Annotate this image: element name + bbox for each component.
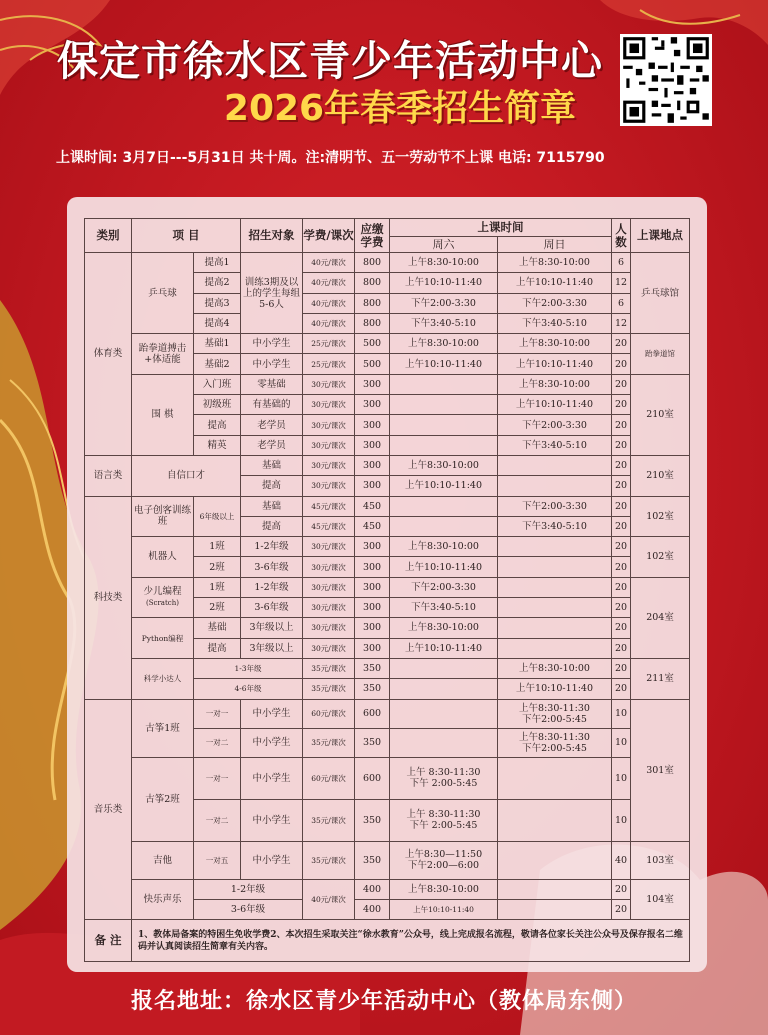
count-cell: 20: [612, 516, 631, 536]
count-cell: 20: [612, 496, 631, 516]
qr-code[interactable]: [620, 34, 712, 126]
sunday-time-cell: [498, 618, 612, 638]
header-target: 招生对象: [241, 219, 303, 253]
tuition-cell: 45元/课次: [303, 516, 355, 536]
target-cell: 1-2年级: [241, 537, 303, 557]
level-cell: 基础: [194, 618, 241, 638]
target-cell: 老学员: [241, 435, 303, 455]
sunday-time-cell: 上午10:10-11:40: [498, 679, 612, 699]
project-scratch-label: 少儿编程: [143, 586, 182, 598]
count-cell: 10: [612, 757, 631, 799]
count-cell: 20: [612, 879, 631, 899]
location-cell: 301室: [631, 699, 690, 841]
count-cell: 20: [612, 476, 631, 496]
saturday-time-cell: 上午8:30-10:00: [390, 253, 498, 273]
count-cell: 20: [612, 638, 631, 658]
fee-cell: 450: [355, 496, 390, 516]
location-cell: 乒乓球馆: [631, 253, 690, 334]
target-cell: 4-6年级: [194, 679, 303, 699]
target-cell: 有基础的: [241, 395, 303, 415]
saturday-time-cell: 下午3:40-5:10: [390, 313, 498, 333]
project-guitar: 吉他: [132, 841, 194, 879]
level-cell: 初级班: [194, 395, 241, 415]
count-cell: 20: [612, 415, 631, 435]
sunday-time-cell: 下午2:00-3:30: [498, 415, 612, 435]
saturday-time-cell: 上午10:10-11:40: [390, 557, 498, 577]
time-line: 下午2:00-5:45: [522, 742, 587, 754]
count-cell: 20: [612, 354, 631, 374]
type-cell: 一对一: [194, 699, 241, 728]
fee-cell: 300: [355, 557, 390, 577]
project-pingpong: 乒乓球: [132, 253, 194, 334]
tuition-cell: 40元/课次: [303, 273, 355, 293]
level-cell: 1班: [194, 537, 241, 557]
target-cell: 3年级以上: [241, 618, 303, 638]
saturday-time-cell: 上午10:10-11:40: [390, 354, 498, 374]
sunday-time-cell: [498, 577, 612, 597]
tuition-cell: 30元/课次: [303, 577, 355, 597]
fee-cell: 800: [355, 313, 390, 333]
location-cell: 跆拳道馆: [631, 334, 690, 375]
count-cell: 6: [612, 293, 631, 313]
tuition-cell: 25元/课次: [303, 334, 355, 354]
fee-cell: 350: [355, 728, 390, 757]
type-cell: 一对二: [194, 799, 241, 841]
sunday-time-cell: [498, 598, 612, 618]
sunday-time-cell: 下午2:00-3:30: [498, 496, 612, 516]
target-cell: 中小学生: [241, 799, 303, 841]
sunday-time-cell: [498, 699, 612, 728]
saturday-time-cell: [390, 415, 498, 435]
location-cell: 102室: [631, 537, 690, 578]
header-sunday: 周日: [498, 237, 612, 253]
count-cell: 20: [612, 455, 631, 475]
tuition-cell: 45元/课次: [303, 496, 355, 516]
level-cell: 提高: [194, 638, 241, 658]
tuition-cell: 30元/课次: [303, 537, 355, 557]
count-cell: 10: [612, 728, 631, 757]
target-cell: 1-2年级: [241, 577, 303, 597]
saturday-time-cell: [390, 395, 498, 415]
count-cell: 20: [612, 374, 631, 394]
target-cell: 中小学生: [241, 757, 303, 799]
tuition-cell: 30元/课次: [303, 638, 355, 658]
header-fee: 应缴学费: [355, 219, 390, 253]
target-cell: 中小学生: [241, 699, 303, 728]
target-cell: 提高: [241, 476, 303, 496]
level-cell: 提高3: [194, 293, 241, 313]
fee-cell: 300: [355, 374, 390, 394]
fee-cell: 450: [355, 516, 390, 536]
count-cell: 20: [612, 679, 631, 699]
grade-cell: 6年级以上: [194, 496, 241, 537]
tuition-cell: 30元/课次: [303, 415, 355, 435]
count-cell: 10: [612, 799, 631, 841]
project-maker: 电子创客训练班: [132, 496, 194, 537]
count-cell: 20: [612, 577, 631, 597]
count-cell: 20: [612, 334, 631, 354]
sunday-time-cell: [498, 455, 612, 475]
saturday-time-cell: [390, 658, 498, 678]
saturday-time-cell: 上午10:10-11:40: [390, 638, 498, 658]
header-location: 上课地点: [631, 219, 690, 253]
saturday-time-cell: [390, 435, 498, 455]
type-cell: 一对二: [194, 728, 241, 757]
count-cell: 12: [612, 273, 631, 293]
fee-cell: 350: [355, 841, 390, 879]
project-taekwondo: 跆拳道搏击+体适能: [132, 334, 194, 375]
fee-cell: 300: [355, 537, 390, 557]
type-cell: 一对一: [194, 757, 241, 799]
class-info-line: 上课时间: 3月7日---5月31日 共十周。注:清明节、五一劳动节不上课 电话: 7115790: [56, 150, 605, 166]
target-cell: 老学员: [241, 415, 303, 435]
type-cell: 一对五: [194, 841, 241, 879]
sunday-time-cell: 上午10:10-11:40: [498, 354, 612, 374]
sunday-time-cell: 下午2:00-3:30: [498, 293, 612, 313]
fee-cell: 400: [355, 899, 390, 919]
count-cell: 20: [612, 557, 631, 577]
tuition-cell: 35元/课次: [303, 728, 355, 757]
count-cell: 20: [612, 899, 631, 919]
project-guzheng-2: 古筝2班: [132, 757, 194, 841]
signup-address: 报名地址：徐水区青少年活动中心（教体局东侧）: [130, 989, 637, 1014]
sunday-time-cell: [498, 841, 612, 879]
saturday-time-cell: [390, 757, 498, 799]
sunday-time-cell: [498, 899, 612, 919]
sunday-time-cell: [498, 638, 612, 658]
level-cell: 基础1: [194, 334, 241, 354]
location-cell: 210室: [631, 374, 690, 455]
location-cell: 104室: [631, 879, 690, 920]
fee-cell: 300: [355, 638, 390, 658]
sunday-time-cell: 下午3:40-5:10: [498, 516, 612, 536]
saturday-time-cell: [390, 374, 498, 394]
target-cell: 中小学生: [241, 841, 303, 879]
count-cell: 6: [612, 253, 631, 273]
tuition-cell: 60元/课次: [303, 699, 355, 728]
schedule-table: [84, 218, 690, 962]
target-cell: 1-3年级: [194, 658, 303, 678]
sunday-time-cell: [498, 537, 612, 557]
fee-cell: 800: [355, 253, 390, 273]
count-cell: 20: [612, 658, 631, 678]
target-cell: 中小学生: [241, 354, 303, 374]
project-python: Python编程: [132, 618, 194, 659]
tuition-cell: 60元/课次: [303, 757, 355, 799]
category-music: 音乐类: [85, 699, 132, 920]
tuition-cell: 30元/课次: [303, 476, 355, 496]
fee-cell: 500: [355, 354, 390, 374]
fee-cell: 600: [355, 699, 390, 728]
target-cell: 训练3期及以上的学生每组5-6人: [241, 253, 303, 334]
level-cell: 1班: [194, 577, 241, 597]
header-saturday: 周六: [390, 237, 498, 253]
tuition-cell: 25元/课次: [303, 354, 355, 374]
saturday-time-cell: 上午8:30-10:00: [390, 879, 498, 899]
count-cell: 40: [612, 841, 631, 879]
time-line: 上午8:30—11:50: [404, 849, 483, 861]
header-project: 项 目: [132, 219, 241, 253]
level-cell: 2班: [194, 557, 241, 577]
fee-cell: 300: [355, 476, 390, 496]
fee-cell: 300: [355, 598, 390, 618]
tuition-cell: 40元/课次: [303, 879, 355, 920]
location-cell: 103室: [631, 841, 690, 879]
saturday-time-cell: 上午8:30-10:00: [390, 455, 498, 475]
saturday-time-cell: 下午3:40-5:10: [390, 598, 498, 618]
fee-cell: 350: [355, 799, 390, 841]
tuition-cell: 30元/课次: [303, 374, 355, 394]
tuition-cell: 35元/课次: [303, 799, 355, 841]
count-cell: 20: [612, 618, 631, 638]
time-line: 下午2:00-5:45: [522, 713, 587, 725]
project-guzheng-1: 古筝1班: [132, 699, 194, 757]
time-line: 上午8:30-11:30: [519, 702, 590, 714]
sunday-time-cell: 上午8:30-10:00: [498, 334, 612, 354]
category-language: 语言类: [85, 455, 132, 496]
tuition-cell: 40元/课次: [303, 253, 355, 273]
sunday-time-cell: 下午3:40-5:10: [498, 435, 612, 455]
level-cell: 入门班: [194, 374, 241, 394]
fee-cell: 300: [355, 415, 390, 435]
project-science: 科学小达人: [132, 658, 194, 699]
saturday-time-cell: 上午8:30-10:00: [390, 537, 498, 557]
sunday-time-cell: [498, 879, 612, 899]
target-cell: 基础: [241, 455, 303, 475]
fee-cell: 350: [355, 658, 390, 678]
title-main: 保定市徐水区青少年活动中心: [57, 37, 603, 85]
project-scratch-sub: (Scratch): [146, 599, 179, 608]
level-cell: 提高1: [194, 253, 241, 273]
category-technology: 科技类: [85, 496, 132, 699]
time-line: 上午8:30-11:30: [519, 731, 590, 743]
fee-cell: 300: [355, 455, 390, 475]
level-cell: 提高2: [194, 273, 241, 293]
header-tuition: 学费/课次: [303, 219, 355, 253]
project-eloquence: 自信口才: [132, 455, 241, 496]
target-cell: 3-6年级: [194, 899, 303, 919]
sunday-time-cell: [498, 557, 612, 577]
count-cell: 10: [612, 699, 631, 728]
tuition-cell: 40元/课次: [303, 293, 355, 313]
count-cell: 20: [612, 537, 631, 557]
sunday-time-cell: 上午10:10-11:40: [498, 395, 612, 415]
sunday-time-cell: [498, 757, 612, 799]
tuition-cell: 30元/课次: [303, 557, 355, 577]
tuition-cell: 40元/课次: [303, 313, 355, 333]
saturday-time-cell: 下午2:00-3:30: [390, 293, 498, 313]
fee-cell: 500: [355, 334, 390, 354]
level-cell: 基础2: [194, 354, 241, 374]
category-sports: 体育类: [85, 253, 132, 456]
target-cell: 中小学生: [241, 334, 303, 354]
fee-cell: 600: [355, 757, 390, 799]
tuition-cell: 30元/课次: [303, 598, 355, 618]
fee-cell: 300: [355, 577, 390, 597]
location-cell: 211室: [631, 658, 690, 699]
target-cell: 1-2年级: [194, 879, 303, 899]
saturday-time-cell: [390, 841, 498, 879]
tuition-cell: 30元/课次: [303, 455, 355, 475]
location-cell: 204室: [631, 577, 690, 658]
target-cell: 提高: [241, 516, 303, 536]
saturday-time-cell: [390, 496, 498, 516]
project-vocal: 快乐声乐: [132, 879, 194, 920]
fee-cell: 800: [355, 273, 390, 293]
saturday-time-cell: 上午10:10-11:40: [390, 273, 498, 293]
sunday-time-cell: [498, 476, 612, 496]
count-cell: 20: [612, 435, 631, 455]
target-cell: 零基础: [241, 374, 303, 394]
sunday-time-cell: 上午8:30-10:00: [498, 253, 612, 273]
tuition-cell: 35元/课次: [303, 658, 355, 678]
sunday-time-cell: [498, 799, 612, 841]
header-category: 类别: [85, 219, 132, 253]
fee-cell: 300: [355, 618, 390, 638]
fee-cell: 300: [355, 435, 390, 455]
remark-label: 备 注: [85, 920, 132, 962]
saturday-time-cell: 下午2:00-3:30: [390, 577, 498, 597]
level-cell: 2班: [194, 598, 241, 618]
project-go: 围 棋: [132, 374, 194, 455]
target-cell: 3-6年级: [241, 557, 303, 577]
count-cell: 12: [612, 313, 631, 333]
target-cell: 3年级以上: [241, 638, 303, 658]
level-cell: 提高: [194, 415, 241, 435]
tuition-cell: 35元/课次: [303, 841, 355, 879]
location-cell: 102室: [631, 496, 690, 537]
fee-cell: 400: [355, 879, 390, 899]
saturday-time-cell: 上午8:30-10:00: [390, 618, 498, 638]
saturday-time-cell: 上午8:30-10:00: [390, 334, 498, 354]
fee-cell: 300: [355, 395, 390, 415]
project-scratch: [132, 577, 194, 618]
project-robot: 机器人: [132, 537, 194, 578]
time-line: 上午 8:30-11:30: [406, 767, 481, 779]
tuition-cell: 30元/课次: [303, 395, 355, 415]
tuition-cell: 30元/课次: [303, 618, 355, 638]
time-line: 下午 2:00-5:45: [409, 820, 478, 832]
fee-cell: 800: [355, 293, 390, 313]
title-sub: 2026年春季招生简章: [223, 88, 577, 129]
level-cell: 精英: [194, 435, 241, 455]
saturday-time-cell: [390, 679, 498, 699]
tuition-cell: 35元/课次: [303, 679, 355, 699]
sunday-time-cell: [498, 728, 612, 757]
sunday-time-cell: 上午10:10-11:40: [498, 273, 612, 293]
saturday-time-cell: 上午10:10-11:40: [390, 476, 498, 496]
remark-text: 1、教体局备案的特困生免收学费2、本次招生采取关注“徐水教育”公众号，线上完成报名流程，敬请各位家长关注公众号及保存报名二维码并认真阅读招生简章有关内容。: [132, 920, 690, 962]
count-cell: 20: [612, 598, 631, 618]
target-cell: 3-6年级: [241, 598, 303, 618]
header-time: 上课时间: [390, 219, 612, 237]
target-cell: 中小学生: [241, 728, 303, 757]
tuition-cell: 30元/课次: [303, 435, 355, 455]
time-line: 下午2:00—6:00: [407, 860, 480, 872]
level-cell: 提高4: [194, 313, 241, 333]
sunday-time-cell: 下午3:40-5:10: [498, 313, 612, 333]
fee-cell: 350: [355, 679, 390, 699]
saturday-time-cell: [390, 699, 498, 728]
sunday-time-cell: 上午8:30-10:00: [498, 374, 612, 394]
saturday-time-cell: [390, 799, 498, 841]
time-line: 上午 8:30-11:30: [406, 809, 481, 821]
time-line: 下午 2:00-5:45: [409, 778, 478, 790]
saturday-time-cell: [390, 728, 498, 757]
sunday-time-cell: 上午8:30-10:00: [498, 658, 612, 678]
count-cell: 20: [612, 395, 631, 415]
location-cell: 210室: [631, 455, 690, 496]
saturday-time-cell: 上午10:10-11:40: [390, 899, 498, 919]
saturday-time-cell: [390, 516, 498, 536]
target-cell: 基础: [241, 496, 303, 516]
header-count: 人数: [612, 219, 631, 253]
